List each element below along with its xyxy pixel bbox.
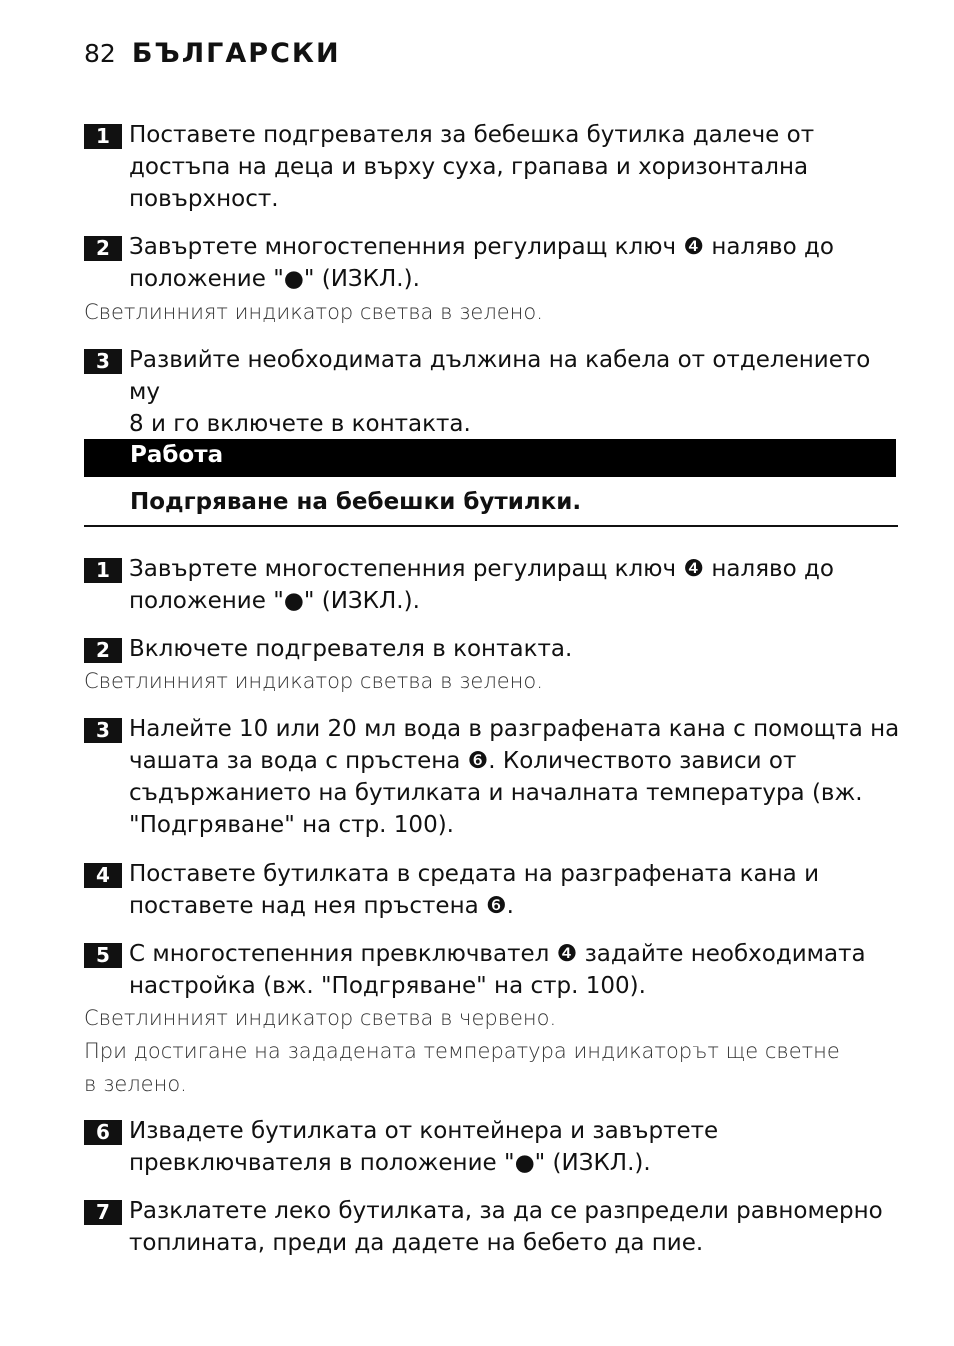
- step-text: Налейте 10 или 20 мл вода в разграфената кана с помощта на чашата за вода с пръстена ❻. Количеството зависи от съдържанието на бутилката и началната температура (вж. "Подгряване" на стр. 100).: [129, 716, 900, 838]
- step-number-badge: 6: [84, 1120, 122, 1145]
- step-number-badge: 7: [84, 1200, 122, 1225]
- step-number-badge: 4: [84, 863, 122, 888]
- step-number-badge: 3: [84, 718, 122, 743]
- step-text: Разклатете леко бутилката, за да се разпредели равномерно топлината, преди да дадете на бебето да пие.: [129, 1198, 883, 1256]
- step-text: С многостепенния превключвател ❹ задайте необходимата настройка (вж. "Подгряване" на стр. 100).: [129, 941, 866, 999]
- operation-step-4: [84, 858, 904, 922]
- status-note: Светлинният индикатор светва в червено.: [84, 1006, 557, 1030]
- step-text: Завъртете многостепенния регулиращ ключ ❹ наляво до положение "●" (ИЗКЛ.).: [129, 234, 834, 292]
- operation-step-6: [84, 1115, 904, 1179]
- step-number-badge: 1: [84, 558, 122, 583]
- setup-step-1: [84, 119, 904, 215]
- step-text: Поставете подгревателя за бебешка бутилка далече от достъпа на деца и върху суха, грапава и хоризонтална повърхност.: [129, 122, 815, 212]
- page-number: 82: [84, 39, 116, 68]
- step-number-badge: 2: [84, 638, 122, 663]
- step-text: Развийте необходимата дължина на кабела от отделението му 8 и го включете в контакта.: [129, 347, 871, 437]
- operation-step-2: [84, 633, 904, 665]
- page-header: [84, 38, 341, 74]
- step-number-badge: 1: [84, 124, 122, 149]
- section-title: Работа: [130, 442, 224, 468]
- operation-step-5: [84, 938, 904, 1002]
- status-note: Светлинният индикатор светва в зелено.: [84, 300, 543, 324]
- divider: [84, 525, 898, 527]
- subsection-title: Подгряване на бебешки бутилки.: [130, 489, 582, 515]
- step-text: Завъртете многостепенния регулиращ ключ ❹ наляво до положение "●" (ИЗКЛ.).: [129, 556, 834, 614]
- operation-step-3: [84, 713, 904, 841]
- language-heading: БЪЛГАРСКИ: [131, 38, 341, 69]
- status-note: При достигане на зададената температура индикаторът ще светне в зелено.: [84, 1039, 840, 1096]
- operation-step-7: [84, 1195, 904, 1259]
- step-number-badge: 3: [84, 349, 122, 374]
- setup-step-2: [84, 231, 904, 295]
- step-text: Поставете бутилката в средата на разграфената кана и поставете над нея пръстена ❻.: [129, 861, 820, 919]
- step-number-badge: 5: [84, 943, 122, 968]
- status-note: Светлинният индикатор светва в зелено.: [84, 669, 543, 693]
- step-number-badge: 2: [84, 236, 122, 261]
- step-text: Включете подгревателя в контакта.: [129, 636, 573, 662]
- setup-step-3: [84, 344, 904, 440]
- operation-step-1: [84, 553, 904, 617]
- section-heading-bar: [84, 439, 896, 477]
- step-text: Извадете бутилката от контейнера и завъртете превключвателя в положение "●" (ИЗКЛ.).: [129, 1118, 719, 1176]
